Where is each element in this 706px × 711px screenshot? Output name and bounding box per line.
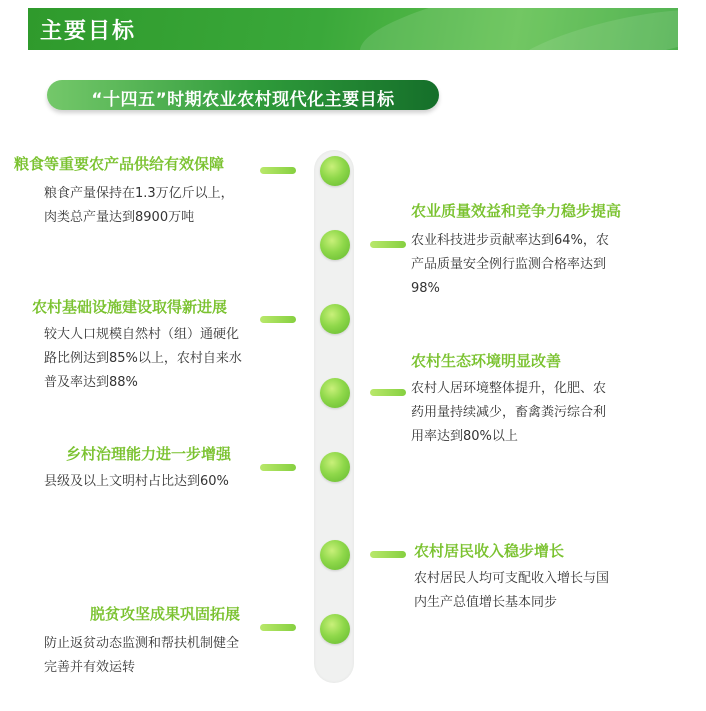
timeline-dot: [320, 614, 350, 644]
timeline-connector: [370, 551, 406, 558]
goal-line: 普及率达到88%: [44, 375, 138, 390]
timeline-connector: [370, 389, 406, 396]
timeline-dot: [320, 452, 350, 482]
goal-description: [411, 377, 651, 449]
goal-line: 肉类总产量达到8900万吨: [44, 210, 195, 225]
goal-title: 乡村治理能力进一步增强: [66, 445, 232, 463]
goal-title: 农村生态环境明显改善: [411, 352, 562, 370]
goal-description: [44, 182, 274, 230]
goal-line: 产品质量安全例行监测合格率达到: [411, 257, 607, 272]
goal-line: 农村人居环境整体提升，化肥、农: [411, 381, 607, 396]
timeline-connector: [260, 316, 296, 323]
goal-line: 路比例达到85%以上，农村自来水: [44, 351, 242, 366]
goal-description: [44, 632, 284, 680]
timeline-dot: [320, 540, 350, 570]
goal-title: 粮食等重要农产品供给有效保障: [14, 155, 225, 173]
goal-title: 农村基础设施建设取得新进展: [32, 298, 228, 316]
section-header-bar: [28, 8, 678, 50]
section-title: 主要目标: [40, 19, 137, 44]
goal-line: 粮食产量保持在1.3万亿斤以上，: [44, 186, 234, 201]
goal-line: 用率达到80%以上: [411, 429, 518, 444]
timeline-dot: [320, 230, 350, 260]
timeline-connector: [260, 624, 296, 631]
goal-line: 较大人口规模自然村（组）通硬化: [44, 327, 240, 342]
goal-line: 药用量持续减少，畜禽粪污综合利: [411, 405, 607, 420]
subtitle-text: “十四五”时期农业农村现代化主要目标: [91, 90, 395, 110]
goal-title: 农业质量效益和竞争力稳步提高: [411, 202, 622, 220]
timeline-dot: [320, 378, 350, 408]
goal-line: 农业科技进步贡献率达到64%，农: [411, 233, 609, 248]
goal-title: 农村居民收入稳步增长: [414, 542, 565, 560]
goal-description: [411, 229, 651, 301]
timeline-dot: [320, 156, 350, 186]
goal-line: 防止返贫动态监测和帮扶机制健全: [44, 636, 240, 651]
timeline-connector: [260, 167, 296, 174]
goal-title: 脱贫攻坚成果巩固拓展: [90, 605, 241, 623]
goal-description: [414, 567, 654, 615]
goal-line: 县级及以上文明村占比达到60%: [44, 474, 229, 489]
goal-description: [44, 470, 284, 494]
goal-line: 内生产总值增长基本同步: [414, 595, 558, 610]
timeline-dot: [320, 304, 350, 334]
subtitle-banner: [47, 80, 439, 110]
goal-line: 98%: [411, 281, 440, 296]
goal-line: 农村居民人均可支配收入增长与国: [414, 571, 610, 586]
timeline-connector: [370, 241, 406, 248]
goal-line: 完善并有效运转: [44, 660, 136, 675]
goal-description: [44, 323, 284, 395]
